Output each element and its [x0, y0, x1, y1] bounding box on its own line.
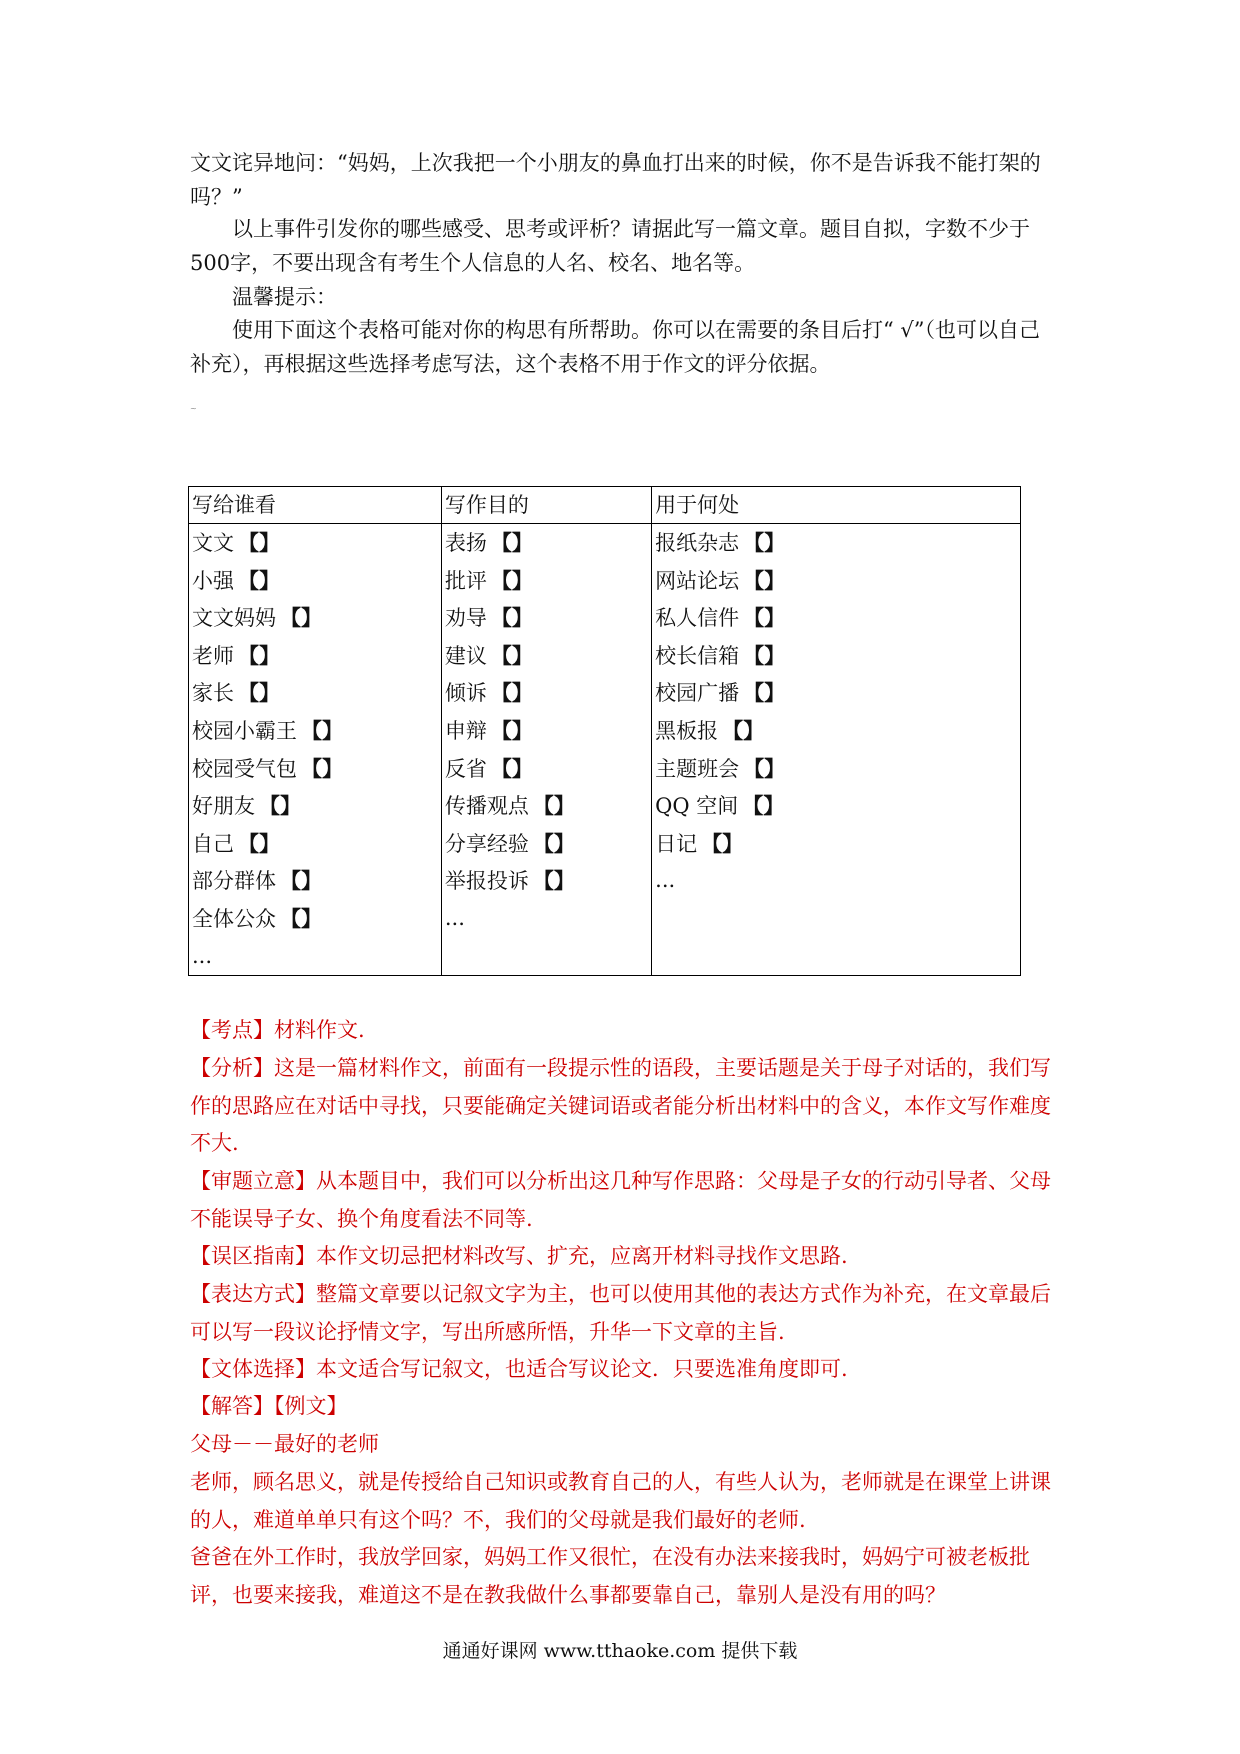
tips-heading: 温馨提示：: [232, 285, 337, 309]
audience-item[interactable]: 自己 【】: [192, 830, 280, 856]
fenxi-text: 这是一篇材料作文，前面有一段提示性的语段，主要话题是关于母子对话的，我们写作的思路应在对话中寻找，只要能确定关键词语或者能分析出材料中的含义，本作文写作难度不大.: [190, 1056, 1051, 1156]
checkbox-bracket[interactable]: 【】: [532, 830, 575, 856]
audience-item[interactable]: 文文 【】: [192, 530, 280, 555]
checkbox-bracket[interactable]: 【】: [301, 755, 343, 781]
essay-title: 父母－－最好的老师: [190, 1432, 379, 1456]
usage-item[interactable]: QQ 空间 【】: [655, 793, 785, 819]
purpose-column: [441, 524, 651, 976]
checkbox-bracket[interactable]: 【】: [532, 793, 575, 819]
shenti-text: 从本题目中，我们可以分析出这几种写作思路：父母是子女的行动引导者、父母不能误导子女、换个角度看法不同等.: [190, 1169, 1051, 1231]
purpose-ellipsis: ...: [444, 905, 465, 930]
checkbox-bracket[interactable]: 【】: [701, 830, 744, 856]
intro-paragraph-2: 以上事件引发你的哪些感受、思考或评析？请据此写一篇文章。题目自拟，字数不少于500字，不要出现含有考生个人信息的人名、校名、地名等。: [190, 217, 1030, 275]
essay-paragraph-1: 老师，顾名思义，就是传授给自己知识或教育自己的人，有些人认为，老师就是在课堂上讲课的人，难道单单只有这个吗？不，我们的父母就是我们最好的老师.: [190, 1470, 1051, 1532]
checkbox-bracket[interactable]: 【】: [490, 567, 533, 593]
jieda-heading: 【解答】【例文】: [190, 1394, 348, 1418]
fenxi-paragraph: [190, 1050, 1060, 1163]
checkbox-bracket[interactable]: 【】: [280, 605, 322, 631]
shenti-tag: 【审题立意】: [190, 1169, 316, 1193]
faint-mark: ~: [190, 404, 198, 413]
purpose-item[interactable]: 分享经验 【】: [444, 830, 575, 856]
wuqu-text: 本作文切忌把材料改写、扩充，应离开材料寻找作文思路.: [316, 1244, 848, 1268]
biaoda-paragraph: [190, 1276, 1060, 1351]
checkbox-bracket[interactable]: 【】: [301, 717, 343, 743]
purpose-item[interactable]: 批评 【】: [444, 567, 533, 593]
checkbox-bracket[interactable]: 【】: [238, 530, 280, 555]
usage-ellipsis: ...: [655, 868, 676, 893]
audience-item[interactable]: 校园小霸王 【】: [192, 717, 343, 743]
audience-item[interactable]: 老师 【】: [192, 642, 280, 668]
checkbox-bracket[interactable]: 【】: [259, 793, 301, 819]
checkbox-bracket[interactable]: 【】: [743, 605, 786, 631]
purpose-item[interactable]: 举报投诉 【】: [444, 868, 575, 894]
audience-ellipsis: ...: [192, 943, 213, 968]
wenti-text: 本文适合写记叙文，也适合写议论文．只要选准角度即可.: [316, 1357, 848, 1381]
options-table: [188, 486, 1021, 976]
checkbox-bracket[interactable]: 【】: [238, 830, 280, 856]
checkbox-bracket[interactable]: 【】: [280, 868, 322, 894]
header-audience: 写给谁看: [189, 487, 442, 524]
wuqu-tag: 【误区指南】: [190, 1244, 316, 1268]
audience-item[interactable]: 全体公众 【】: [192, 905, 322, 931]
checkbox-bracket[interactable]: 【】: [490, 755, 533, 781]
checkbox-bracket[interactable]: 【】: [238, 642, 280, 668]
checkbox-bracket[interactable]: 【】: [490, 642, 533, 668]
usage-item[interactable]: 报纸杂志 【】: [655, 530, 786, 555]
usage-item[interactable]: 校园广播 【】: [655, 680, 786, 706]
usage-item[interactable]: 私人信件 【】: [655, 605, 786, 631]
fenxi-tag: 【分析】: [190, 1056, 274, 1080]
purpose-item[interactable]: 倾诉 【】: [444, 680, 533, 706]
checkbox-bracket[interactable]: 【】: [743, 567, 786, 593]
purpose-item[interactable]: 劝导 【】: [444, 605, 533, 631]
checkbox-bracket[interactable]: 【】: [490, 680, 533, 706]
purpose-item[interactable]: 申辩 【】: [444, 717, 533, 743]
usage-column: [652, 524, 1021, 976]
audience-item[interactable]: 校园受气包 【】: [192, 755, 343, 781]
checkbox-bracket[interactable]: 【】: [743, 680, 786, 706]
shenti-paragraph: [190, 1163, 1060, 1238]
checkbox-bracket[interactable]: 【】: [722, 717, 765, 743]
audience-column: [189, 524, 442, 976]
checkbox-bracket[interactable]: 【】: [742, 793, 785, 819]
usage-item[interactable]: 网站论坛 【】: [655, 567, 786, 593]
wenti-tag: 【文体选择】: [190, 1357, 316, 1381]
audience-item[interactable]: 家长 【】: [192, 680, 280, 706]
intro-paragraph-1: 文文诧异地问：“妈妈，上次我把一个小朋友的鼻血打出来的时候，你不是告诉我不能打架的吗？”: [190, 151, 1041, 209]
footer-text: 通通好课网 www.tthaoke.com 提供下载: [442, 1640, 798, 1662]
purpose-item[interactable]: 表扬 【】: [444, 530, 533, 555]
audience-item[interactable]: 小强 【】: [192, 567, 280, 593]
purpose-item[interactable]: 反省 【】: [444, 755, 533, 781]
checkbox-bracket[interactable]: 【】: [490, 717, 533, 743]
checkbox-bracket[interactable]: 【】: [490, 605, 533, 631]
audience-item[interactable]: 好朋友 【】: [192, 793, 301, 819]
kaodian-text: 材料作文.: [274, 1018, 365, 1042]
header-purpose: 写作目的: [441, 487, 651, 524]
usage-item[interactable]: 黑板报 【】: [655, 717, 765, 743]
checkbox-bracket[interactable]: 【】: [280, 905, 322, 931]
usage-item[interactable]: 校长信箱 【】: [655, 642, 786, 668]
purpose-item[interactable]: 传播观点 【】: [444, 793, 575, 819]
wuqu-line: [190, 1238, 1060, 1276]
checkbox-bracket[interactable]: 【】: [238, 680, 280, 706]
biaoda-tag: 【表达方式】: [190, 1282, 316, 1306]
purpose-item[interactable]: 建议 【】: [444, 642, 533, 668]
wenti-line: [190, 1351, 1060, 1389]
tips-paragraph: 使用下面这个表格可能对你的构思有所帮助。你可以在需要的条目后打“ √”（也可以自己补充），再根据这些选择考虑写法，这个表格不用于作文的评分依据。: [190, 318, 1041, 376]
checkbox-bracket[interactable]: 【】: [743, 642, 786, 668]
header-usage: 用于何处: [652, 487, 1021, 524]
checkbox-bracket[interactable]: 【】: [743, 755, 786, 781]
checkbox-bracket[interactable]: 【】: [532, 868, 575, 894]
audience-item[interactable]: 文文妈妈 【】: [192, 605, 322, 631]
kaodian-line: [190, 1012, 1060, 1050]
checkbox-bracket[interactable]: 【】: [490, 530, 533, 555]
checkbox-bracket[interactable]: 【】: [743, 530, 786, 555]
audience-item[interactable]: 部分群体 【】: [192, 868, 322, 894]
biaoda-text: 整篇文章要以记叙文字为主，也可以使用其他的表达方式作为补充，在文章最后可以写一段议论抒情文字，写出所感所悟，升华一下文章的主旨.: [190, 1282, 1051, 1344]
usage-item[interactable]: 日记 【】: [655, 830, 744, 856]
kaodian-tag: 【考点】: [190, 1018, 274, 1042]
usage-item[interactable]: 主题班会 【】: [655, 755, 786, 781]
essay-paragraph-2: 爸爸在外工作时，我放学回家，妈妈工作又很忙，在没有办法来接我时，妈妈宁可被老板批评，也要来接我，难道这不是在教我做什么事都要靠自己，靠别人是没有用的吗？: [190, 1545, 1030, 1607]
checkbox-bracket[interactable]: 【】: [238, 567, 280, 593]
